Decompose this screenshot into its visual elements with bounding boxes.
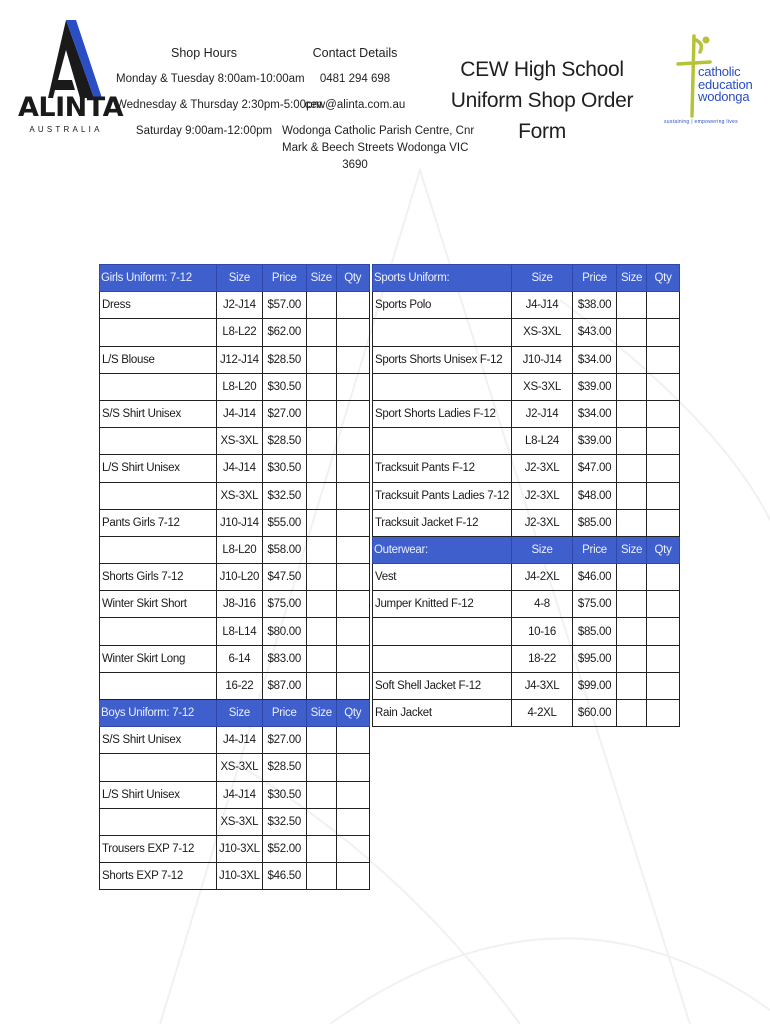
item-price: $62.00 bbox=[262, 319, 306, 346]
order-size-cell[interactable] bbox=[617, 645, 647, 672]
size-range: J2-3XL bbox=[512, 455, 573, 482]
order-size-cell[interactable] bbox=[617, 400, 647, 427]
order-qty-cell[interactable] bbox=[647, 373, 680, 400]
item-price: $47.00 bbox=[573, 455, 617, 482]
order-size-cell[interactable] bbox=[306, 645, 336, 672]
size-range: 16-22 bbox=[217, 672, 263, 699]
column-header-size: Size bbox=[512, 536, 573, 563]
table-row bbox=[100, 781, 370, 808]
column-header-price: Price bbox=[573, 265, 617, 292]
order-size-cell[interactable] bbox=[617, 564, 647, 591]
sports-outerwear-uniform-table bbox=[372, 264, 680, 727]
table-row bbox=[100, 319, 370, 346]
order-qty-cell[interactable] bbox=[647, 645, 680, 672]
item-price: $32.50 bbox=[262, 482, 306, 509]
item-name: S/S Shirt Unisex bbox=[100, 400, 217, 427]
item-price: $47.50 bbox=[262, 564, 306, 591]
table-row bbox=[373, 591, 680, 618]
size-range: J10-L20 bbox=[217, 564, 263, 591]
table-row bbox=[100, 428, 370, 455]
order-size-cell[interactable] bbox=[306, 346, 336, 373]
column-header-size: Size bbox=[217, 700, 263, 727]
item-name: S/S Shirt Unisex bbox=[100, 727, 217, 754]
item-name bbox=[100, 319, 217, 346]
order-qty-cell[interactable] bbox=[336, 455, 369, 482]
table-row bbox=[373, 319, 680, 346]
size-range: 4-2XL bbox=[512, 700, 573, 727]
table-row bbox=[373, 672, 680, 699]
order-size-cell[interactable] bbox=[617, 319, 647, 346]
item-price: $95.00 bbox=[573, 645, 617, 672]
order-qty-cell[interactable] bbox=[647, 591, 680, 618]
column-header-qty: Qty bbox=[336, 700, 369, 727]
item-price: $46.00 bbox=[573, 564, 617, 591]
order-qty-cell[interactable] bbox=[647, 509, 680, 536]
shop-hours-line: Monday & Tuesday 8:00am-10:00am bbox=[116, 73, 305, 85]
column-header-price: Price bbox=[573, 536, 617, 563]
table-row bbox=[373, 564, 680, 591]
contact-address-line: Wodonga Catholic Parish Centre, Cnr bbox=[282, 125, 475, 137]
order-size-cell[interactable] bbox=[617, 591, 647, 618]
order-size-cell[interactable] bbox=[617, 428, 647, 455]
page-title bbox=[440, 54, 644, 147]
brand-subtitle: AUSTRALIA bbox=[29, 125, 103, 134]
partner-logo-text bbox=[698, 66, 753, 104]
table-row bbox=[373, 700, 680, 727]
column-header-size: Size bbox=[217, 265, 263, 292]
item-name: Tracksuit Jacket F-12 bbox=[373, 509, 512, 536]
size-range: L8-L24 bbox=[512, 428, 573, 455]
order-size-cell[interactable] bbox=[617, 373, 647, 400]
table-row bbox=[100, 536, 370, 563]
table-row bbox=[100, 618, 370, 645]
order-size-cell[interactable] bbox=[306, 781, 336, 808]
order-qty-cell[interactable] bbox=[647, 672, 680, 699]
order-size-cell[interactable] bbox=[617, 700, 647, 727]
size-range: 18-22 bbox=[512, 645, 573, 672]
order-qty-cell[interactable] bbox=[647, 700, 680, 727]
contact-email[interactable]: cew@alinta.com.au bbox=[304, 99, 406, 111]
order-size-cell[interactable] bbox=[306, 808, 336, 835]
item-name bbox=[373, 618, 512, 645]
order-qty-cell[interactable] bbox=[647, 482, 680, 509]
item-price: $28.50 bbox=[262, 754, 306, 781]
item-price: $75.00 bbox=[573, 591, 617, 618]
section-heading: Girls Uniform: 7-12 bbox=[100, 265, 217, 292]
order-qty-cell[interactable] bbox=[336, 482, 369, 509]
order-size-cell[interactable] bbox=[306, 618, 336, 645]
order-qty-cell[interactable] bbox=[336, 346, 369, 373]
page-title-line: Uniform Shop Order Form bbox=[450, 89, 634, 143]
item-name: Sports Shorts Unisex F-12 bbox=[373, 346, 512, 373]
shop-hours-line: Saturday 9:00am-12:00pm bbox=[135, 125, 273, 137]
table-row bbox=[373, 618, 680, 645]
size-range: J4-J14 bbox=[217, 400, 263, 427]
size-range: J2-J14 bbox=[217, 292, 263, 319]
section-heading: Sports Uniform: bbox=[373, 265, 512, 292]
size-range: J10-3XL bbox=[217, 835, 263, 862]
item-name bbox=[100, 618, 217, 645]
column-header-qty: Qty bbox=[647, 536, 680, 563]
order-qty-cell[interactable] bbox=[647, 319, 680, 346]
table-row bbox=[373, 400, 680, 427]
item-name bbox=[100, 754, 217, 781]
size-range: J2-J14 bbox=[512, 400, 573, 427]
size-range: J4-J14 bbox=[217, 781, 263, 808]
sports-uniform-section bbox=[373, 265, 680, 537]
item-price: $48.00 bbox=[573, 482, 617, 509]
item-price: $28.50 bbox=[262, 346, 306, 373]
boys-header-row bbox=[100, 700, 370, 727]
item-name: Dress bbox=[100, 292, 217, 319]
contact-phone[interactable]: 0481 294 698 bbox=[319, 73, 391, 85]
item-name: Shorts Girls 7-12 bbox=[100, 564, 217, 591]
item-price: $55.00 bbox=[262, 509, 306, 536]
column-header-order-size: Size bbox=[617, 265, 647, 292]
order-size-cell[interactable] bbox=[306, 509, 336, 536]
item-price: $85.00 bbox=[573, 509, 617, 536]
item-price: $46.50 bbox=[262, 863, 306, 890]
order-size-cell[interactable] bbox=[617, 482, 647, 509]
table-row bbox=[100, 564, 370, 591]
item-price: $32.50 bbox=[262, 808, 306, 835]
item-price: $28.50 bbox=[262, 428, 306, 455]
order-size-cell[interactable] bbox=[306, 863, 336, 890]
size-range: J8-J16 bbox=[217, 591, 263, 618]
item-name: L/S Shirt Unisex bbox=[100, 781, 217, 808]
contact-heading: Contact Details bbox=[312, 46, 398, 60]
order-qty-cell[interactable] bbox=[336, 672, 369, 699]
order-size-cell[interactable] bbox=[306, 564, 336, 591]
table-row bbox=[100, 591, 370, 618]
contact-address-line: Mark & Beech Streets Wodonga VIC bbox=[282, 142, 469, 154]
table-row bbox=[100, 292, 370, 319]
order-qty-cell[interactable] bbox=[336, 509, 369, 536]
item-price: $75.00 bbox=[262, 591, 306, 618]
table-row bbox=[100, 373, 370, 400]
girls-boys-uniform-table bbox=[99, 264, 370, 890]
shop-hours-heading: Shop Hours bbox=[170, 46, 237, 60]
order-qty-cell[interactable] bbox=[336, 373, 369, 400]
size-range: XS-3XL bbox=[512, 373, 573, 400]
size-range: J4-2XL bbox=[512, 564, 573, 591]
size-range: XS-3XL bbox=[217, 754, 263, 781]
size-range: XS-3XL bbox=[217, 428, 263, 455]
table-row bbox=[373, 455, 680, 482]
item-price: $57.00 bbox=[262, 292, 306, 319]
order-size-cell[interactable] bbox=[617, 509, 647, 536]
brand-wordmark bbox=[18, 92, 123, 123]
partner-logo-line: wodonga bbox=[698, 89, 750, 104]
order-size-cell[interactable] bbox=[306, 672, 336, 699]
size-range: J4-J14 bbox=[217, 727, 263, 754]
item-price: $30.50 bbox=[262, 373, 306, 400]
item-name: Jumper Knitted F-12 bbox=[373, 591, 512, 618]
item-name bbox=[100, 536, 217, 563]
item-name: Tracksuit Pants Ladies 7-12 bbox=[373, 482, 512, 509]
size-range: 6-14 bbox=[217, 645, 263, 672]
order-qty-cell[interactable] bbox=[336, 400, 369, 427]
table-row bbox=[100, 672, 370, 699]
item-name: Winter Skirt Long bbox=[100, 645, 217, 672]
order-qty-cell[interactable] bbox=[336, 645, 369, 672]
column-header-qty: Qty bbox=[647, 265, 680, 292]
order-qty-cell[interactable] bbox=[647, 618, 680, 645]
size-range: J12-J14 bbox=[217, 346, 263, 373]
order-size-cell[interactable] bbox=[306, 754, 336, 781]
item-price: $34.00 bbox=[573, 346, 617, 373]
size-range: 10-16 bbox=[512, 618, 573, 645]
item-name bbox=[100, 808, 217, 835]
contact-address-line: 3690 bbox=[342, 159, 368, 171]
item-name bbox=[100, 373, 217, 400]
item-name bbox=[100, 482, 217, 509]
size-range: J10-3XL bbox=[217, 863, 263, 890]
order-size-cell[interactable] bbox=[306, 536, 336, 563]
item-name: Sports Polo bbox=[373, 292, 512, 319]
size-range: XS-3XL bbox=[217, 808, 263, 835]
size-range: J4-3XL bbox=[512, 672, 573, 699]
item-price: $30.50 bbox=[262, 455, 306, 482]
order-qty-cell[interactable] bbox=[336, 564, 369, 591]
table-row bbox=[100, 482, 370, 509]
order-qty-cell[interactable] bbox=[647, 346, 680, 373]
item-price: $52.00 bbox=[262, 835, 306, 862]
size-range: XS-3XL bbox=[217, 482, 263, 509]
table-row bbox=[100, 400, 370, 427]
column-header-price: Price bbox=[262, 700, 306, 727]
size-range: J10-J14 bbox=[512, 346, 573, 373]
item-price: $39.00 bbox=[573, 373, 617, 400]
table-row bbox=[100, 835, 370, 862]
section-heading: Boys Uniform: 7-12 bbox=[100, 700, 217, 727]
brand-name: ALINTA bbox=[18, 92, 123, 123]
column-header-size: Size bbox=[512, 265, 573, 292]
item-price: $99.00 bbox=[573, 672, 617, 699]
order-qty-cell[interactable] bbox=[336, 863, 369, 890]
order-size-cell[interactable] bbox=[306, 292, 336, 319]
order-size-cell[interactable] bbox=[306, 319, 336, 346]
order-qty-cell[interactable] bbox=[647, 455, 680, 482]
shop-hours-line: Wednesday & Thursday 2:30pm-5:00pm bbox=[116, 99, 323, 111]
column-header-qty: Qty bbox=[336, 265, 369, 292]
item-name bbox=[100, 672, 217, 699]
order-size-cell[interactable] bbox=[617, 292, 647, 319]
size-range: 4-8 bbox=[512, 591, 573, 618]
partner-logo-line: education bbox=[698, 76, 753, 92]
item-price: $83.00 bbox=[262, 645, 306, 672]
order-size-cell[interactable] bbox=[306, 428, 336, 455]
order-size-cell[interactable] bbox=[306, 482, 336, 509]
table-row bbox=[100, 346, 370, 373]
order-qty-cell[interactable] bbox=[336, 428, 369, 455]
item-name: Tracksuit Pants F-12 bbox=[373, 455, 512, 482]
order-size-cell[interactable] bbox=[617, 346, 647, 373]
order-qty-cell[interactable] bbox=[647, 428, 680, 455]
table-row bbox=[100, 645, 370, 672]
item-name bbox=[373, 428, 512, 455]
table-row bbox=[100, 808, 370, 835]
item-name: Shorts EXP 7-12 bbox=[100, 863, 217, 890]
order-size-cell[interactable] bbox=[306, 727, 336, 754]
item-price: $39.00 bbox=[573, 428, 617, 455]
size-range: J2-3XL bbox=[512, 482, 573, 509]
size-range: J2-3XL bbox=[512, 509, 573, 536]
order-qty-cell[interactable] bbox=[336, 727, 369, 754]
partner-logo-line: catholic bbox=[698, 64, 741, 79]
item-name bbox=[373, 319, 512, 346]
order-size-cell[interactable] bbox=[617, 672, 647, 699]
column-header-order-size: Size bbox=[306, 265, 336, 292]
item-price: $38.00 bbox=[573, 292, 617, 319]
column-header-order-size: Size bbox=[306, 700, 336, 727]
size-range: J4-J14 bbox=[512, 292, 573, 319]
item-name: Vest bbox=[373, 564, 512, 591]
order-size-cell[interactable] bbox=[617, 618, 647, 645]
order-qty-cell[interactable] bbox=[336, 781, 369, 808]
table-row bbox=[100, 754, 370, 781]
table-row bbox=[373, 482, 680, 509]
table-row bbox=[373, 373, 680, 400]
item-name: L/S Blouse bbox=[100, 346, 217, 373]
item-name: Rain Jacket bbox=[373, 700, 512, 727]
size-range: L8-L14 bbox=[217, 618, 263, 645]
order-qty-cell[interactable] bbox=[336, 618, 369, 645]
order-qty-cell[interactable] bbox=[336, 754, 369, 781]
item-price: $43.00 bbox=[573, 319, 617, 346]
boys-uniform-section bbox=[100, 700, 370, 890]
table-row bbox=[373, 509, 680, 536]
order-size-cell[interactable] bbox=[306, 591, 336, 618]
item-name bbox=[373, 645, 512, 672]
order-size-cell[interactable] bbox=[306, 835, 336, 862]
order-size-cell[interactable] bbox=[306, 455, 336, 482]
item-price: $30.50 bbox=[262, 781, 306, 808]
size-range: J10-J14 bbox=[217, 509, 263, 536]
table-row bbox=[373, 428, 680, 455]
item-name: Sport Shorts Ladies F-12 bbox=[373, 400, 512, 427]
sports-header-row bbox=[373, 265, 680, 292]
order-qty-cell[interactable] bbox=[336, 835, 369, 862]
column-header-order-size: Size bbox=[617, 536, 647, 563]
order-qty-cell[interactable] bbox=[336, 808, 369, 835]
item-price: $85.00 bbox=[573, 618, 617, 645]
girls-uniform-section bbox=[100, 265, 370, 700]
table-row bbox=[100, 863, 370, 890]
order-qty-cell[interactable] bbox=[336, 292, 369, 319]
item-name: Winter Skirt Short bbox=[100, 591, 217, 618]
order-qty-cell[interactable] bbox=[336, 319, 369, 346]
order-size-cell[interactable] bbox=[617, 455, 647, 482]
item-price: $60.00 bbox=[573, 700, 617, 727]
order-qty-cell[interactable] bbox=[336, 536, 369, 563]
item-name: Soft Shell Jacket F-12 bbox=[373, 672, 512, 699]
order-size-cell[interactable] bbox=[306, 373, 336, 400]
item-price: $34.00 bbox=[573, 400, 617, 427]
outerwear-header-row bbox=[373, 536, 680, 563]
table-row bbox=[100, 509, 370, 536]
table-row bbox=[373, 346, 680, 373]
order-qty-cell[interactable] bbox=[647, 400, 680, 427]
item-price: $27.00 bbox=[262, 400, 306, 427]
order-qty-cell[interactable] bbox=[647, 292, 680, 319]
item-name: Pants Girls 7-12 bbox=[100, 509, 217, 536]
item-name bbox=[373, 373, 512, 400]
size-range: J4-J14 bbox=[217, 455, 263, 482]
item-price: $80.00 bbox=[262, 618, 306, 645]
table-row bbox=[100, 727, 370, 754]
item-name bbox=[100, 428, 217, 455]
table-row bbox=[100, 455, 370, 482]
outerwear-section bbox=[373, 536, 680, 726]
item-name: L/S Shirt Unisex bbox=[100, 455, 217, 482]
size-range: L8-L22 bbox=[217, 319, 263, 346]
item-price: $58.00 bbox=[262, 536, 306, 563]
size-range: L8-L20 bbox=[217, 536, 263, 563]
item-price: $27.00 bbox=[262, 727, 306, 754]
page-title-line: CEW High School bbox=[460, 58, 624, 81]
partner-logo-tagline: sustaining | empowering lives bbox=[664, 119, 738, 125]
table-row bbox=[373, 292, 680, 319]
order-size-cell[interactable] bbox=[306, 400, 336, 427]
item-price: $87.00 bbox=[262, 672, 306, 699]
table-row bbox=[373, 645, 680, 672]
order-qty-cell[interactable] bbox=[336, 591, 369, 618]
column-header-price: Price bbox=[262, 265, 306, 292]
size-range: XS-3XL bbox=[512, 319, 573, 346]
section-heading: Outerwear: bbox=[373, 536, 512, 563]
item-name: Trousers EXP 7-12 bbox=[100, 835, 217, 862]
size-range: L8-L20 bbox=[217, 373, 263, 400]
order-qty-cell[interactable] bbox=[647, 564, 680, 591]
girls-header-row bbox=[100, 265, 370, 292]
